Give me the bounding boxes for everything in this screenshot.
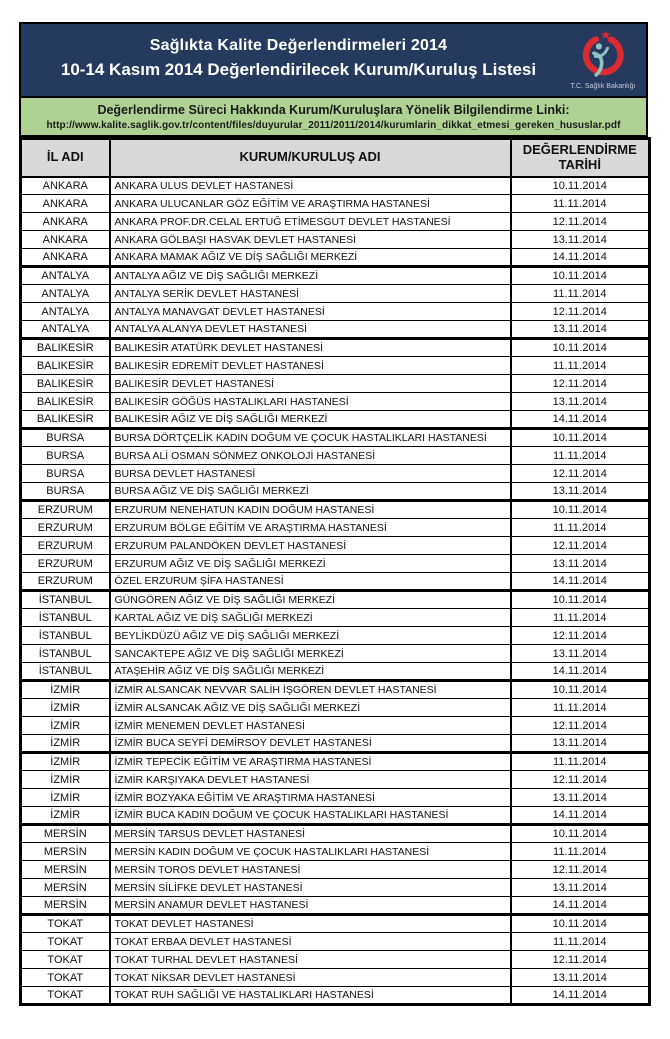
tarih-cell: 14.11.2014 — [511, 663, 650, 681]
table-row — [21, 267, 650, 285]
tarih-cell: 10.11.2014 — [511, 339, 650, 357]
table-row — [21, 789, 650, 807]
il-cell: ANKARA — [21, 231, 110, 249]
kurum-cell: İZMİR ALSANCAK NEVVAR SALİH İŞGÖREN DEVLET HASTANESİ — [110, 681, 511, 699]
tarih-cell: 11.11.2014 — [511, 933, 650, 951]
info-band-label: Değerlendirme Süreci Hakkında Kurum/Kuruluşlara Yönelik Bilgilendirme Linki: — [97, 103, 570, 117]
tarih-cell: 13.11.2014 — [511, 393, 650, 411]
table-row — [21, 483, 650, 501]
tarih-cell: 12.11.2014 — [511, 303, 650, 321]
tarih-cell: 10.11.2014 — [511, 429, 650, 447]
il-cell: ANKARA — [21, 213, 110, 231]
table-row — [21, 681, 650, 699]
il-cell: İZMİR — [21, 771, 110, 789]
il-cell: MERSİN — [21, 897, 110, 915]
il-cell: ERZURUM — [21, 573, 110, 591]
il-cell: TOKAT — [21, 933, 110, 951]
kurum-cell: ERZURUM BÖLGE EĞİTİM VE ARAŞTIRMA HASTANESİ — [110, 519, 511, 537]
tarih-cell: 13.11.2014 — [511, 735, 650, 753]
il-cell: BURSA — [21, 465, 110, 483]
tarih-cell: 10.11.2014 — [511, 177, 650, 195]
tarih-cell: 14.11.2014 — [511, 897, 650, 915]
table-row — [21, 969, 650, 987]
il-cell: İZMİR — [21, 735, 110, 753]
il-cell: İZMİR — [21, 753, 110, 771]
tarih-cell: 13.11.2014 — [511, 555, 650, 573]
tarih-cell: 13.11.2014 — [511, 231, 650, 249]
document-body — [19, 22, 648, 1006]
kurum-cell: ANKARA ULUCANLAR GÖZ EĞİTİM VE ARAŞTIRMA HASTANESİ — [110, 195, 511, 213]
table-row — [21, 339, 650, 357]
il-cell: ERZURUM — [21, 537, 110, 555]
table-row — [21, 897, 650, 915]
tarih-cell: 10.11.2014 — [511, 825, 650, 843]
kurum-cell: BEYLİKDÜZÜ AĞIZ VE DİŞ SAĞLIĞI MERKEZİ — [110, 627, 511, 645]
info-band — [19, 98, 648, 137]
il-cell: BURSA — [21, 447, 110, 465]
il-cell: BALIKESİR — [21, 375, 110, 393]
kurum-cell: ANKARA ULUS DEVLET HASTANESİ — [110, 177, 511, 195]
kurum-cell: ERZURUM AĞIZ VE DİŞ SAĞLIĞI MERKEZİ — [110, 555, 511, 573]
tarih-cell: 14.11.2014 — [511, 807, 650, 825]
il-cell: ANTALYA — [21, 321, 110, 339]
table-row — [21, 285, 650, 303]
crescent-star-figure-icon — [574, 28, 632, 82]
kurum-cell: İZMİR BUCA SEYFİ DEMİRSOY DEVLET HASTANESİ — [110, 735, 511, 753]
tarih-cell: 11.11.2014 — [511, 699, 650, 717]
il-cell: ERZURUM — [21, 501, 110, 519]
il-cell: BALIKESİR — [21, 357, 110, 375]
tarih-cell: 14.11.2014 — [511, 249, 650, 267]
il-cell: İSTANBUL — [21, 627, 110, 645]
kurum-cell: ANTALYA ALANYA DEVLET HASTANESİ — [110, 321, 511, 339]
table-row — [21, 987, 650, 1005]
il-cell: TOKAT — [21, 987, 110, 1005]
table-row — [21, 843, 650, 861]
il-cell: BURSA — [21, 483, 110, 501]
tarih-cell: 12.11.2014 — [511, 627, 650, 645]
kurum-cell: MERSİN ANAMUR DEVLET HASTANESİ — [110, 897, 511, 915]
table-row — [21, 933, 650, 951]
kurum-cell: SANCAKTEPE AĞIZ VE DİŞ SAĞLIĞI MERKEZİ — [110, 645, 511, 663]
tarih-cell: 11.11.2014 — [511, 285, 650, 303]
il-cell: ERZURUM — [21, 555, 110, 573]
il-cell: İSTANBUL — [21, 645, 110, 663]
table-row — [21, 411, 650, 429]
il-cell: BALIKESİR — [21, 339, 110, 357]
title-band — [19, 22, 648, 98]
tarih-cell: 11.11.2014 — [511, 195, 650, 213]
kurum-cell: TOKAT DEVLET HASTANESİ — [110, 915, 511, 933]
tarih-cell: 12.11.2014 — [511, 537, 650, 555]
table-row — [21, 195, 650, 213]
il-cell: ANTALYA — [21, 285, 110, 303]
tarih-cell: 14.11.2014 — [511, 573, 650, 591]
table-row — [21, 879, 650, 897]
kurum-cell: TOKAT RUH SAĞLIĞI VE HASTALIKLARI HASTANESİ — [110, 987, 511, 1005]
tarih-cell: 10.11.2014 — [511, 267, 650, 285]
il-cell: TOKAT — [21, 915, 110, 933]
table-row — [21, 555, 650, 573]
table-row — [21, 591, 650, 609]
table-row — [21, 951, 650, 969]
tarih-cell: 12.11.2014 — [511, 375, 650, 393]
tarih-cell: 11.11.2014 — [511, 753, 650, 771]
tarih-cell: 11.11.2014 — [511, 357, 650, 375]
kurum-cell: GÜNGÖREN AĞIZ VE DİŞ SAĞLIĞI MERKEZİ — [110, 591, 511, 609]
document-subtitle: 10-14 Kasım 2014 Değerlendirilecek Kurum/Kuruluş Listesi — [60, 60, 537, 79]
kurum-cell: MERSİN TOROS DEVLET HASTANESİ — [110, 861, 511, 879]
table-row — [21, 303, 650, 321]
table-row — [21, 609, 650, 627]
table-row — [21, 465, 650, 483]
il-cell: İZMİR — [21, 807, 110, 825]
tarih-cell: 13.11.2014 — [511, 969, 650, 987]
kurum-cell: ANKARA GÖLBAŞI HASVAK DEVLET HASTANESİ — [110, 231, 511, 249]
column-header-tarih: DEĞERLENDİRME TARİHİ — [511, 139, 650, 177]
kurum-cell: BALIKESİR EDREMİT DEVLET HASTANESİ — [110, 357, 511, 375]
table-row — [21, 447, 650, 465]
kurum-cell: İZMİR TEPECİK EĞİTİM VE ARAŞTIRMA HASTANESİ — [110, 753, 511, 771]
table-body — [21, 177, 650, 1005]
il-cell: ANTALYA — [21, 267, 110, 285]
table-row — [21, 861, 650, 879]
il-cell: İSTANBUL — [21, 609, 110, 627]
table-header-row — [21, 139, 650, 177]
table-row — [21, 537, 650, 555]
table-row — [21, 645, 650, 663]
tarih-cell: 12.11.2014 — [511, 213, 650, 231]
kurum-cell: MERSİN SİLİFKE DEVLET HASTANESİ — [110, 879, 511, 897]
kurum-cell: İZMİR BOZYAKA EĞİTİM VE ARAŞTIRMA HASTANESİ — [110, 789, 511, 807]
kurum-cell: ANTALYA SERİK DEVLET HASTANESİ — [110, 285, 511, 303]
il-cell: TOKAT — [21, 951, 110, 969]
table-row — [21, 213, 650, 231]
tarih-cell: 11.11.2014 — [511, 519, 650, 537]
tarih-cell: 13.11.2014 — [511, 321, 650, 339]
il-cell: İZMİR — [21, 699, 110, 717]
kurum-cell: BALIKESİR DEVLET HASTANESİ — [110, 375, 511, 393]
tarih-cell: 10.11.2014 — [511, 591, 650, 609]
kurum-cell: İZMİR ALSANCAK AĞIZ VE DİŞ SAĞLIĞI MERKEZİ — [110, 699, 511, 717]
tarih-cell: 13.11.2014 — [511, 789, 650, 807]
kurum-cell: MERSİN KADIN DOĞUM VE ÇOCUK HASTALIKLARI HASTANESİ — [110, 843, 511, 861]
il-cell: İSTANBUL — [21, 663, 110, 681]
il-cell: ANKARA — [21, 177, 110, 195]
kurum-cell: BALIKESİR GÖĞÜS HASTALIKLARI HASTANESİ — [110, 393, 511, 411]
tarih-cell: 14.11.2014 — [511, 411, 650, 429]
table-row — [21, 735, 650, 753]
kurum-cell: ANTALYA MANAVGAT DEVLET HASTANESİ — [110, 303, 511, 321]
table-row — [21, 753, 650, 771]
tarih-cell: 12.11.2014 — [511, 861, 650, 879]
document-title: Sağlıkta Kalite Değerlendirmeleri 2014 — [149, 37, 448, 54]
table-row — [21, 429, 650, 447]
kurum-cell: TOKAT ERBAA DEVLET HASTANESİ — [110, 933, 511, 951]
kurum-cell: BURSA AĞIZ VE DİŞ SAĞLIĞI MERKEZİ — [110, 483, 511, 501]
tarih-cell: 12.11.2014 — [511, 771, 650, 789]
kurum-cell: ÖZEL ERZURUM ŞİFA HASTANESİ — [110, 573, 511, 591]
table-row — [21, 393, 650, 411]
il-cell: İZMİR — [21, 717, 110, 735]
table-row — [21, 519, 650, 537]
kurum-cell: ATAŞEHİR AĞIZ VE DİŞ SAĞLIĞI MERKEZİ — [110, 663, 511, 681]
il-cell: BALIKESİR — [21, 393, 110, 411]
il-cell: İZMİR — [21, 789, 110, 807]
table-row — [21, 231, 650, 249]
kurum-cell: BURSA ALİ OSMAN SÖNMEZ ONKOLOJİ HASTANESİ — [110, 447, 511, 465]
tarih-cell: 11.11.2014 — [511, 447, 650, 465]
column-header-il: İL ADI — [21, 139, 110, 177]
il-cell: MERSİN — [21, 843, 110, 861]
il-cell: BALIKESİR — [21, 411, 110, 429]
kurum-cell: ANKARA PROF.DR.CELAL ERTUĞ ETİMESGUT DEVLET HASTANESİ — [110, 213, 511, 231]
tarih-cell: 13.11.2014 — [511, 645, 650, 663]
tarih-cell: 11.11.2014 — [511, 609, 650, 627]
tarih-cell: 11.11.2014 — [511, 843, 650, 861]
tarih-cell: 12.11.2014 — [511, 951, 650, 969]
ministry-logo — [562, 28, 644, 96]
ministry-logo-caption: T.C. Sağlık Bakanlığı — [570, 83, 636, 90]
il-cell: ERZURUM — [21, 519, 110, 537]
kurum-cell: TOKAT NİKSAR DEVLET HASTANESİ — [110, 969, 511, 987]
kurum-cell: ANTALYA AĞIZ VE DİŞ SAĞLIĞI MERKEZİ — [110, 267, 511, 285]
tarih-cell: 13.11.2014 — [511, 879, 650, 897]
kurum-cell: İZMİR BUCA KADIN DOĞUM VE ÇOCUK HASTALIKLARI HASTANESİ — [110, 807, 511, 825]
table-row — [21, 177, 650, 195]
evaluation-schedule-table — [19, 137, 651, 1006]
table-row — [21, 717, 650, 735]
kurum-cell: İZMİR MENEMEN DEVLET HASTANESİ — [110, 717, 511, 735]
il-cell: MERSİN — [21, 861, 110, 879]
kurum-cell: İZMİR KARŞIYAKA DEVLET HASTANESİ — [110, 771, 511, 789]
table-row — [21, 501, 650, 519]
il-cell: İSTANBUL — [21, 591, 110, 609]
kurum-cell: BURSA DEVLET HASTANESİ — [110, 465, 511, 483]
table-row — [21, 321, 650, 339]
kurum-cell: MERSİN TARSUS DEVLET HASTANESİ — [110, 825, 511, 843]
table-row — [21, 357, 650, 375]
table-row — [21, 573, 650, 591]
table-row — [21, 915, 650, 933]
kurum-cell: ERZURUM PALANDÖKEN DEVLET HASTANESİ — [110, 537, 511, 555]
column-header-kurum: KURUM/KURULUŞ ADI — [110, 139, 511, 177]
table-row — [21, 699, 650, 717]
il-cell: BURSA — [21, 429, 110, 447]
tarih-cell: 14.11.2014 — [511, 987, 650, 1005]
kurum-cell: BALIKESİR ATATÜRK DEVLET HASTANESİ — [110, 339, 511, 357]
table-row — [21, 825, 650, 843]
table-row — [21, 771, 650, 789]
il-cell: ANTALYA — [21, 303, 110, 321]
tarih-cell: 13.11.2014 — [511, 483, 650, 501]
kurum-cell: KARTAL AĞIZ VE DİŞ SAĞLIĞI MERKEZİ — [110, 609, 511, 627]
table-row — [21, 375, 650, 393]
kurum-cell: ERZURUM NENEHATUN KADIN DOĞUM HASTANESİ — [110, 501, 511, 519]
tarih-cell: 12.11.2014 — [511, 717, 650, 735]
table-header — [21, 139, 650, 177]
tarih-cell: 10.11.2014 — [511, 915, 650, 933]
table-row — [21, 663, 650, 681]
kurum-cell: BURSA DÖRTÇELİK KADIN DOĞUM VE ÇOCUK HASTALIKLARI HASTANESİ — [110, 429, 511, 447]
table-row — [21, 627, 650, 645]
kurum-cell: ANKARA MAMAK AĞIZ VE DİŞ SAĞLIĞI MERKEZİ — [110, 249, 511, 267]
il-cell: TOKAT — [21, 969, 110, 987]
tarih-cell: 12.11.2014 — [511, 465, 650, 483]
info-band-url: http://www.kalite.saglik.gov.tr/content/files/duyurular_2011/2011/2014/kurumlarin_dikkat_etmesi_gereken_hususlar.pdf — [46, 120, 621, 131]
il-cell: MERSİN — [21, 879, 110, 897]
table-row — [21, 249, 650, 267]
il-cell: İZMİR — [21, 681, 110, 699]
table-row — [21, 807, 650, 825]
il-cell: ANKARA — [21, 249, 110, 267]
kurum-cell: BALIKESİR AĞIZ VE DİŞ SAĞLIĞI MERKEZİ — [110, 411, 511, 429]
tarih-cell: 10.11.2014 — [511, 501, 650, 519]
tarih-cell: 10.11.2014 — [511, 681, 650, 699]
kurum-cell: TOKAT TURHAL DEVLET HASTANESİ — [110, 951, 511, 969]
il-cell: ANKARA — [21, 195, 110, 213]
il-cell: MERSİN — [21, 825, 110, 843]
